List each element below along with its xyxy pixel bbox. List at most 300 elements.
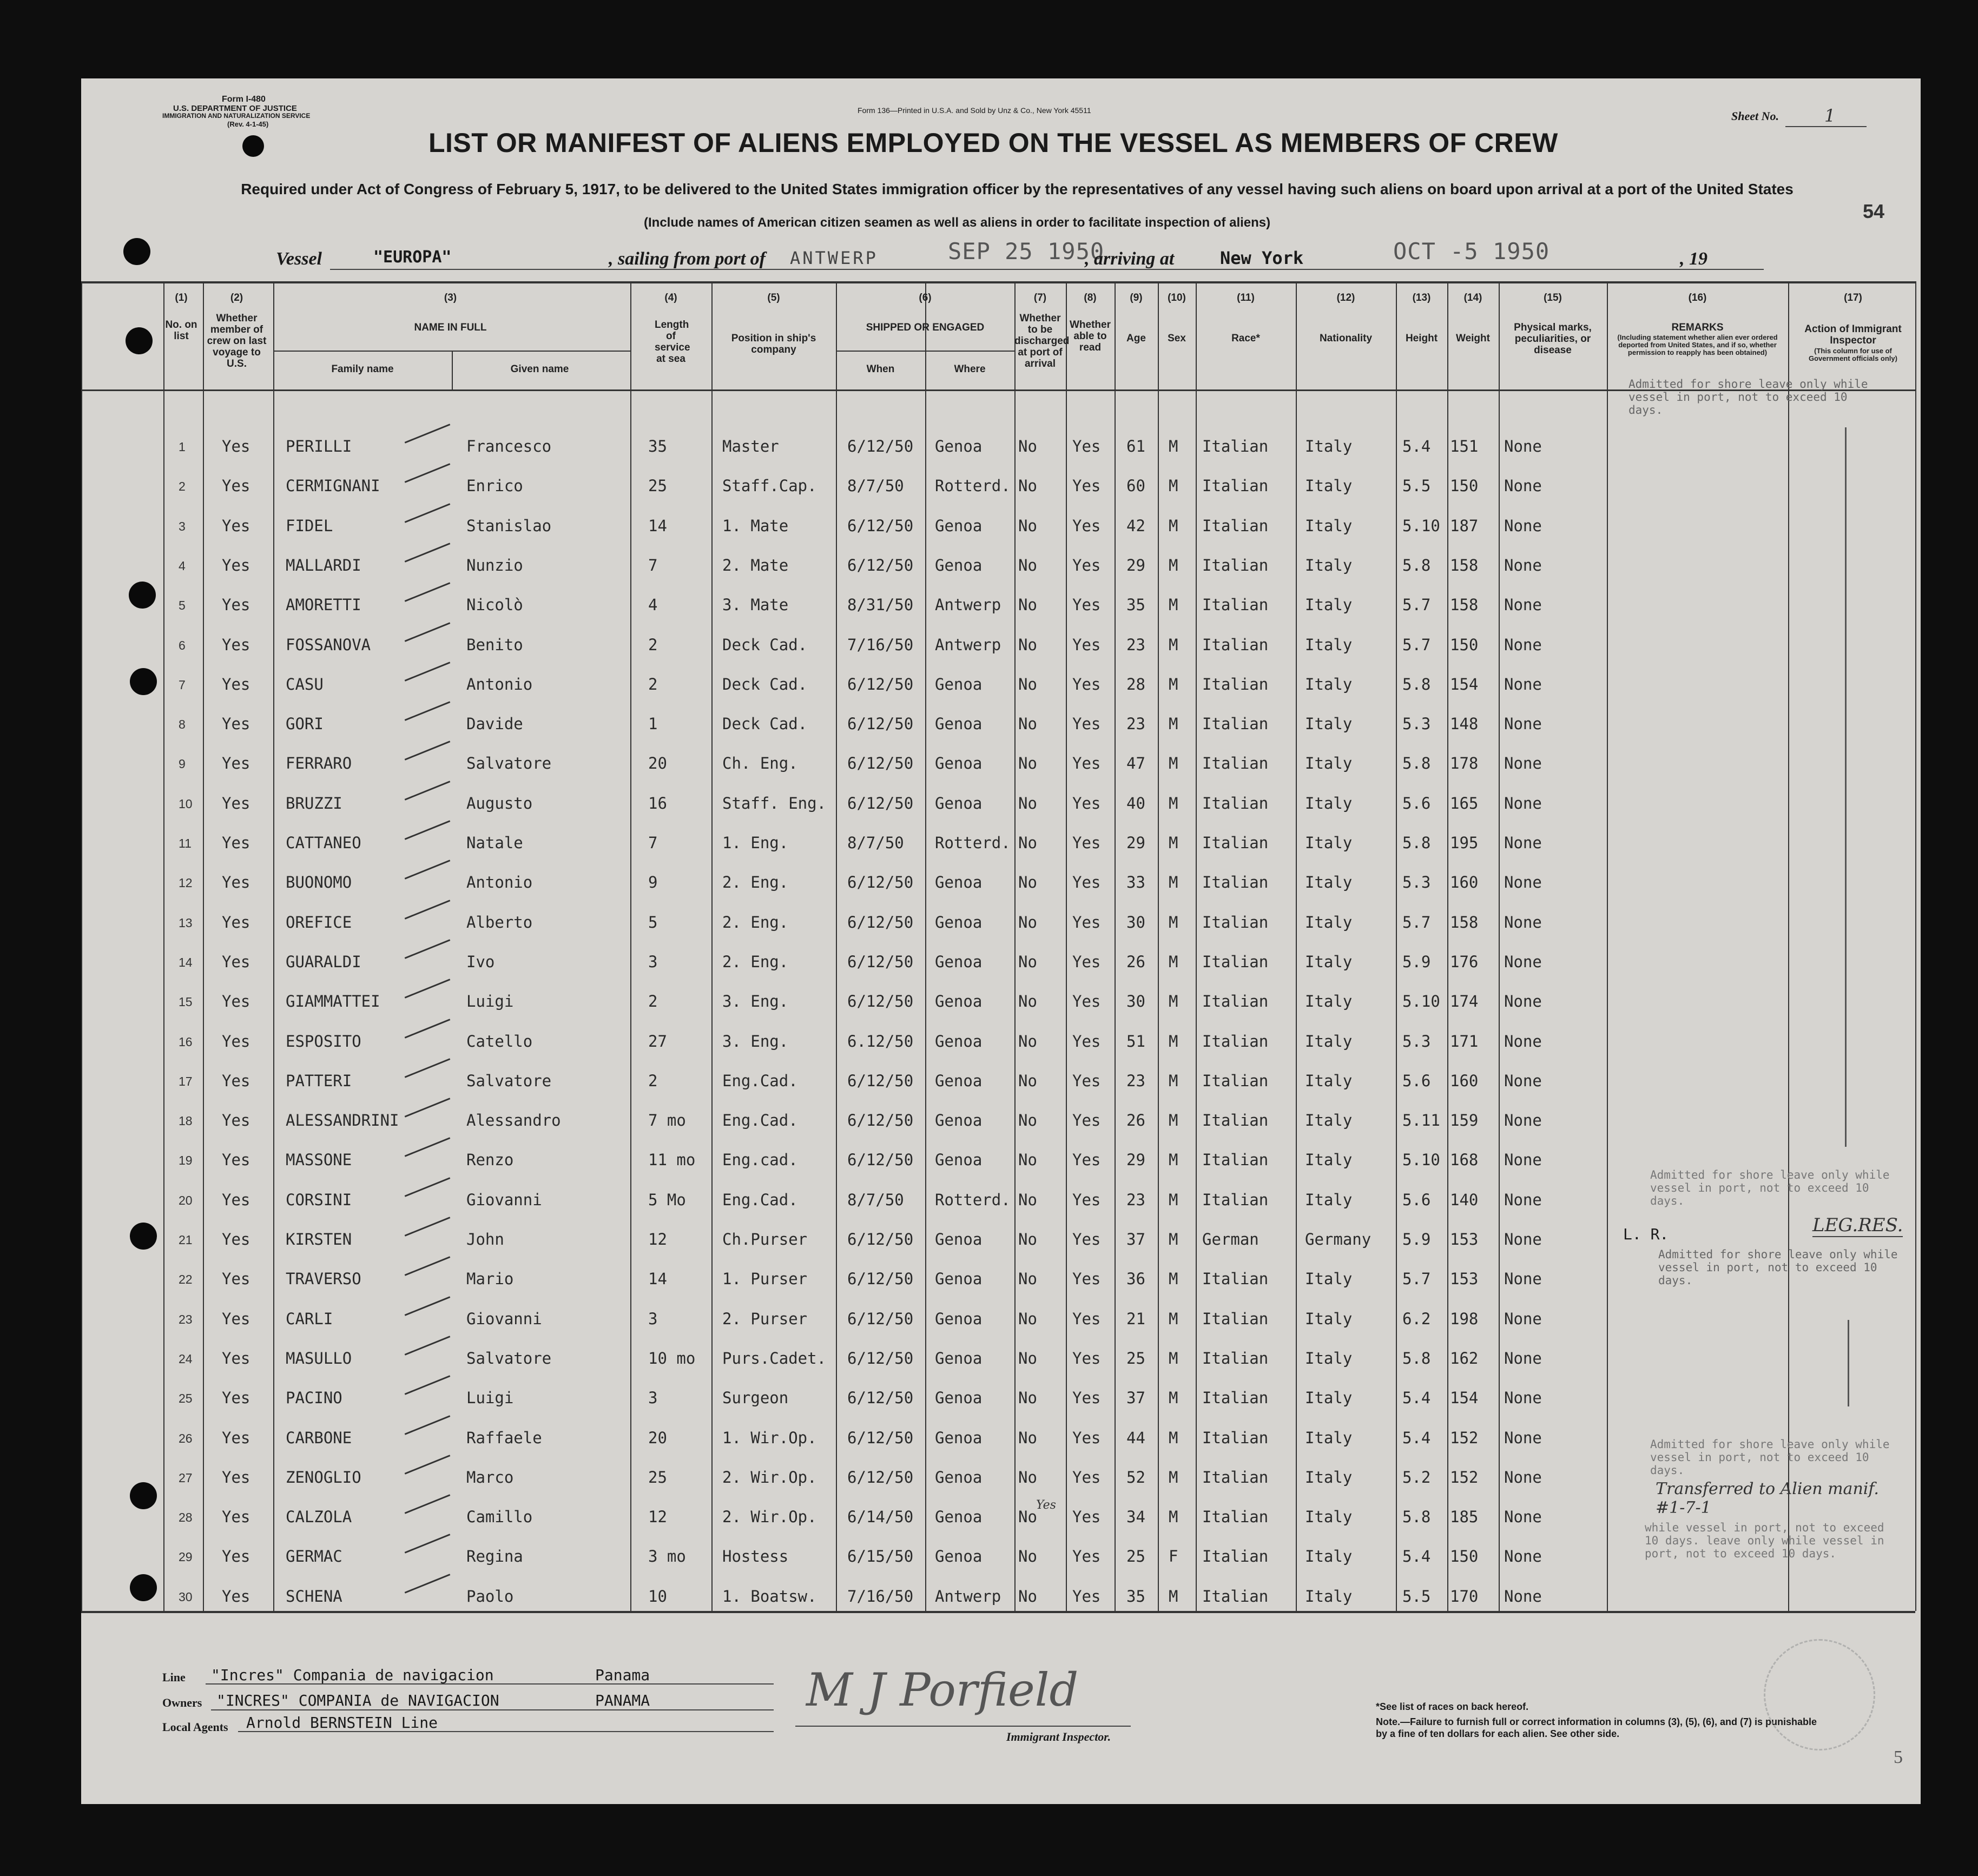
cell-read: Yes xyxy=(1072,1389,1101,1407)
cell-sex: M xyxy=(1169,873,1178,891)
col-14-num: (14) xyxy=(1463,292,1482,303)
cell-race: Italian xyxy=(1202,992,1269,1010)
column-rule xyxy=(273,281,274,1611)
cell-height: 5.2 xyxy=(1402,1468,1431,1487)
cell-weight: 165 xyxy=(1450,794,1479,813)
cell-position: Surgeon xyxy=(722,1389,789,1407)
cell-nat: Italy xyxy=(1305,754,1353,772)
cell-nat: Italy xyxy=(1305,596,1353,614)
cell-position: 2. Eng. xyxy=(722,953,789,971)
cell-service: 10 xyxy=(648,1587,667,1606)
cell-nat: Italy xyxy=(1305,1508,1353,1526)
cell-weight: 152 xyxy=(1450,1429,1479,1447)
cell-read: Yes xyxy=(1072,1468,1101,1487)
cell-given: Alessandro xyxy=(466,1111,561,1129)
cell-disch: No xyxy=(1018,636,1037,654)
cell-height: 5.6 xyxy=(1402,1191,1431,1209)
cell-nat: Italy xyxy=(1305,953,1353,971)
row-number: 16 xyxy=(179,1035,193,1049)
cell-position: 1. Eng. xyxy=(722,834,789,852)
row-number: 26 xyxy=(179,1431,193,1445)
form-subtitle: Required under Act of Congress of February 5, 1917, to be delivered to the United States immigration officer by the representatives of any vessel having such aliens on board upon arrival at a port of the United States xyxy=(241,181,1794,197)
cell-read: Yes xyxy=(1072,675,1101,693)
cell-race: Italian xyxy=(1202,1151,1269,1169)
cell-marks: None xyxy=(1504,477,1542,495)
cell-read: Yes xyxy=(1072,477,1101,495)
penalty-note: Note.—Failure to furnish full or correct information in columns (3), (5), (6), and (7) is punishable by a fine of ten dollars for each alien. See other side. xyxy=(1376,1716,1817,1739)
cell-disch: No xyxy=(1018,1191,1037,1209)
cell-position: Staff. Eng. xyxy=(722,794,827,813)
cell-disch: No xyxy=(1018,1111,1037,1129)
col-7-num: (7) xyxy=(1033,292,1047,303)
cell-position: Master xyxy=(722,437,779,455)
cell-service: 14 xyxy=(648,517,667,535)
sailing-label: , sailing from port of xyxy=(609,249,766,269)
column-rule xyxy=(1447,281,1448,1611)
remark-shore-leave-20: Admitted for shore leave only while vessel in port, not to exceed 10 days. xyxy=(1650,1168,1890,1207)
cell-service: 12 xyxy=(648,1508,667,1526)
cell-where: Genoa xyxy=(935,794,983,813)
cell-read: Yes xyxy=(1072,1349,1101,1368)
cell-weight: 158 xyxy=(1450,596,1479,614)
cell-age: 25 xyxy=(1126,1547,1145,1565)
remark-shore-leave-1: Admitted for shore leave only while vessel in port, not to exceed 10 days. xyxy=(1628,378,1868,417)
cell-where: Genoa xyxy=(935,517,983,535)
cell-age: 25 xyxy=(1126,1349,1145,1368)
cell-disch: No xyxy=(1018,517,1037,535)
row-number: 7 xyxy=(179,678,186,692)
column-rule xyxy=(1158,281,1159,1611)
cell-age: 23 xyxy=(1126,1072,1145,1090)
row-number: 8 xyxy=(179,717,186,731)
cell-height: 5.5 xyxy=(1402,1587,1431,1606)
cell-prev: Yes xyxy=(222,517,250,535)
inspector-label: Immigrant Inspector. xyxy=(1006,1730,1111,1743)
cell-family: CERMIGNANI xyxy=(286,477,380,495)
cell-race: Italian xyxy=(1202,1468,1269,1487)
cell-family: GIAMMATTEI xyxy=(286,992,380,1010)
cell-weight: 158 xyxy=(1450,556,1479,574)
line-value: "Incres" Compania de navigacion xyxy=(211,1666,494,1684)
cell-service: 1 xyxy=(648,715,658,733)
cell-height: 5.3 xyxy=(1402,873,1431,891)
cell-where: Genoa xyxy=(935,556,983,574)
cell-position: Deck Cad. xyxy=(722,715,808,733)
cell-where: Genoa xyxy=(935,1270,983,1288)
cell-family: PERILLI xyxy=(286,437,352,455)
cell-service: 12 xyxy=(648,1230,667,1249)
cell-age: 21 xyxy=(1126,1310,1145,1328)
owners-label: Owners xyxy=(162,1696,202,1709)
col-1-label: No. on list xyxy=(165,319,197,342)
cell-height: 5.3 xyxy=(1402,715,1431,733)
cell-read: Yes xyxy=(1072,834,1101,852)
cell-service: 25 xyxy=(648,1468,667,1487)
cell-sex: M xyxy=(1169,1111,1178,1129)
cell-age: 26 xyxy=(1126,1111,1145,1129)
cell-sex: M xyxy=(1169,1349,1178,1368)
cell-read: Yes xyxy=(1072,1032,1101,1051)
cell-given: Raffaele xyxy=(466,1429,542,1447)
cell-position: Eng.cad. xyxy=(722,1151,798,1169)
col-1-num: (1) xyxy=(175,292,188,303)
cell-disch: No xyxy=(1018,1270,1037,1288)
cell-given: Salvatore xyxy=(466,1349,552,1368)
col-10-label: Sex xyxy=(1168,333,1186,344)
cell-weight: 160 xyxy=(1450,1072,1479,1090)
cell-marks: None xyxy=(1504,1111,1542,1129)
row-number: 4 xyxy=(179,559,186,573)
cell-age: 30 xyxy=(1126,913,1145,932)
owners-rule xyxy=(211,1709,774,1710)
cell-where: Genoa xyxy=(935,1508,983,1526)
cell-family: ZENOGLIO xyxy=(286,1468,361,1487)
cell-nat: Italy xyxy=(1305,1468,1353,1487)
col-3-num: (3) xyxy=(444,292,457,303)
cell-sex: M xyxy=(1169,1151,1178,1169)
vessel-name: "EUROPA" xyxy=(373,248,452,267)
sail-date-stamp: SEP 25 1950 xyxy=(948,238,1105,265)
cell-family: CATTANEO xyxy=(286,834,361,852)
cell-service: 10 mo xyxy=(648,1349,696,1368)
remark-transferred: Transferred to Alien manif. #1-7-1 xyxy=(1656,1479,1879,1517)
cell-age: 47 xyxy=(1126,754,1145,772)
cell-age: 36 xyxy=(1126,1270,1145,1288)
cell-when: 6/14/50 xyxy=(847,1508,914,1526)
cell-family: PATTERI xyxy=(286,1072,352,1090)
cell-marks: None xyxy=(1504,556,1542,574)
year-label: , 19 xyxy=(1680,249,1707,269)
cell-given: Marco xyxy=(466,1468,514,1487)
cell-sex: M xyxy=(1169,953,1178,971)
cell-race: Italian xyxy=(1202,1111,1269,1129)
cell-race: Italian xyxy=(1202,556,1269,574)
action-note: (This column for use of Government officials only) xyxy=(1809,347,1897,362)
cell-where: Genoa xyxy=(935,873,983,891)
cell-when: 7/16/50 xyxy=(847,1587,914,1606)
cell-read: Yes xyxy=(1072,794,1101,813)
cell-when: 6/15/50 xyxy=(847,1547,914,1565)
row-number: 17 xyxy=(179,1074,193,1088)
cell-nat: Italy xyxy=(1305,1032,1353,1051)
cell-height: 5.4 xyxy=(1402,1429,1431,1447)
cell-marks: None xyxy=(1504,517,1542,535)
cell-read: Yes xyxy=(1072,517,1101,535)
cell-height: 5.7 xyxy=(1402,636,1431,654)
cell-family: CORSINI xyxy=(286,1191,352,1209)
column-rule xyxy=(203,281,204,1611)
cell-read: Yes xyxy=(1072,953,1101,971)
cell-where: Genoa xyxy=(935,1072,983,1090)
cell-weight: 148 xyxy=(1450,715,1479,733)
cell-when: 6/12/50 xyxy=(847,1349,914,1368)
cell-when: 6/12/50 xyxy=(847,1310,914,1328)
cell-height: 5.3 xyxy=(1402,1032,1431,1051)
cell-position: 1. Wir.Op. xyxy=(722,1429,817,1447)
cell-sex: M xyxy=(1169,437,1178,455)
arrive-date-stamp: OCT -5 1950 xyxy=(1393,238,1550,265)
cell-weight: 162 xyxy=(1450,1349,1479,1368)
cell-race: Italian xyxy=(1202,517,1269,535)
cell-where: Genoa xyxy=(935,1468,983,1487)
cell-sex: M xyxy=(1169,1310,1178,1328)
cell-prev: Yes xyxy=(222,596,250,614)
cell-given: Benito xyxy=(466,636,523,654)
cell-given: Nunzio xyxy=(466,556,523,574)
cell-when: 6/12/50 xyxy=(847,873,914,891)
line-rule xyxy=(206,1683,774,1685)
cell-nat: Italy xyxy=(1305,477,1353,495)
row-number: 14 xyxy=(179,955,193,969)
cell-sex: M xyxy=(1169,1468,1178,1487)
cell-where: Genoa xyxy=(935,913,983,932)
cell-service: 9 xyxy=(648,873,658,891)
cell-service: 2 xyxy=(648,1072,658,1090)
cell-given: Antonio xyxy=(466,873,533,891)
cell-when: 6/12/50 xyxy=(847,1230,914,1249)
cell-marks: None xyxy=(1504,953,1542,971)
row-number: 15 xyxy=(179,995,193,1009)
cell-marks: None xyxy=(1504,1270,1542,1288)
cell-read: Yes xyxy=(1072,1151,1101,1169)
cell-age: 29 xyxy=(1126,1151,1145,1169)
cell-disch: No xyxy=(1018,873,1037,891)
cell-read: Yes xyxy=(1072,1230,1101,1249)
cell-age: 44 xyxy=(1126,1429,1145,1447)
cell-prev: Yes xyxy=(222,1389,250,1407)
cell-prev: Yes xyxy=(222,1151,250,1169)
cell-age: 37 xyxy=(1126,1389,1145,1407)
cell-disch: No xyxy=(1018,1389,1037,1407)
cell-family: FIDEL xyxy=(286,517,333,535)
cell-disch: No xyxy=(1018,1349,1037,1368)
cell-given: Salvatore xyxy=(466,754,552,772)
column-rule xyxy=(630,281,631,1611)
when-header: When xyxy=(866,364,895,375)
cell-position: 2. Eng. xyxy=(722,913,789,932)
col-12-label: Nationality xyxy=(1319,333,1373,344)
cell-marks: None xyxy=(1504,913,1542,932)
column-rule xyxy=(81,281,82,1611)
cell-age: 23 xyxy=(1126,636,1145,654)
row-number: 28 xyxy=(179,1510,193,1524)
cell-where: Rotterd. xyxy=(935,1191,1011,1209)
cell-age: 35 xyxy=(1126,1587,1145,1606)
cell-read: Yes xyxy=(1072,1111,1101,1129)
cell-where: Genoa xyxy=(935,754,983,772)
cell-height: 5.8 xyxy=(1402,675,1431,693)
cell-race: Italian xyxy=(1202,913,1269,932)
cell-read: Yes xyxy=(1072,873,1101,891)
cell-given: Salvatore xyxy=(466,1072,552,1090)
cell-race: Italian xyxy=(1202,1429,1269,1447)
cell-given: John xyxy=(466,1230,504,1249)
cell-when: 6/12/50 xyxy=(847,913,914,932)
cell-marks: None xyxy=(1504,873,1542,891)
cell-disch: No xyxy=(1018,715,1037,733)
remark-shore-leave-29: while vessel in port, not to exceed 10 days. leave only while vessel in port, not to exceed 10 days. xyxy=(1645,1521,1884,1560)
cell-position: Ch. Eng. xyxy=(722,754,798,772)
cell-height: 5.4 xyxy=(1402,437,1431,455)
cell-given: Alberto xyxy=(466,913,533,932)
cell-given: Catello xyxy=(466,1032,533,1051)
cell-position: Purs.Cadet. xyxy=(722,1349,827,1368)
line-label: Line xyxy=(162,1670,186,1684)
corner-mark: 5 xyxy=(1894,1747,1903,1767)
cell-prev: Yes xyxy=(222,1032,250,1051)
owners-country: PANAMA xyxy=(595,1692,650,1709)
cell-disch: No xyxy=(1018,556,1037,574)
cell-when: 6/12/50 xyxy=(847,1270,914,1288)
cell-disch: No xyxy=(1018,1151,1037,1169)
family-name-header: Family name xyxy=(331,364,394,375)
cell-sex: M xyxy=(1169,1429,1178,1447)
cell-position: 2. Eng. xyxy=(722,873,789,891)
cell-where: Genoa xyxy=(935,953,983,971)
cell-position: Eng.Cad. xyxy=(722,1191,798,1209)
cell-service: 2 xyxy=(648,992,658,1010)
cell-given: Natale xyxy=(466,834,523,852)
col-8-num: (8) xyxy=(1084,292,1097,303)
cell-family: CASU xyxy=(286,675,324,693)
cell-when: 6.12/50 xyxy=(847,1032,914,1051)
cell-where: Genoa xyxy=(935,1547,983,1565)
cell-disch: No xyxy=(1018,794,1037,813)
column-rule xyxy=(711,281,713,1611)
col-8-label: Whether able to read xyxy=(1070,319,1111,353)
cell-family: KIRSTEN xyxy=(286,1230,352,1249)
cell-where: Genoa xyxy=(935,1151,983,1169)
col-6-num: (6) xyxy=(919,292,932,303)
column-rule xyxy=(1499,281,1500,1611)
cell-age: 51 xyxy=(1126,1032,1145,1051)
cell-weight: 150 xyxy=(1450,477,1479,495)
cell-disch: No xyxy=(1018,754,1037,772)
cell-family: CARLI xyxy=(286,1310,333,1328)
cell-given: Renzo xyxy=(466,1151,514,1169)
cell-family: ALESSANDRINI xyxy=(286,1111,399,1129)
cell-height: 5.10 xyxy=(1402,992,1440,1010)
cell-disch: No xyxy=(1018,1547,1037,1565)
col-17-label: Action of Immigrant Inspector xyxy=(1804,323,1902,346)
cell-read: Yes xyxy=(1072,1587,1101,1606)
cell-nat: Italy xyxy=(1305,556,1353,574)
cell-height: 5.8 xyxy=(1402,1349,1431,1368)
cell-weight: 160 xyxy=(1450,873,1479,891)
cell-height: 5.4 xyxy=(1402,1389,1431,1407)
cell-given: Ivo xyxy=(466,953,495,971)
cell-where: Genoa xyxy=(935,1429,983,1447)
cell-marks: None xyxy=(1504,754,1542,772)
cell-service: 20 xyxy=(648,1429,667,1447)
cell-position: Staff.Cap. xyxy=(722,477,817,495)
cell-service: 3 xyxy=(648,1310,658,1328)
cell-family: OREFICE xyxy=(286,913,352,932)
row-number: 23 xyxy=(179,1312,193,1326)
cell-prev: Yes xyxy=(222,1072,250,1090)
cell-race: Italian xyxy=(1202,675,1269,693)
cell-where: Genoa xyxy=(935,992,983,1010)
cell-age: 52 xyxy=(1126,1468,1145,1487)
cell-read: Yes xyxy=(1072,1310,1101,1328)
cell-race: Italian xyxy=(1202,834,1269,852)
row-number: 9 xyxy=(179,757,186,771)
col-7-label: Whether to be discharged at port of arrival xyxy=(1014,313,1070,369)
cell-age: 42 xyxy=(1126,517,1145,535)
cell-position: 2. Wir.Op. xyxy=(722,1508,817,1526)
column-rule xyxy=(1196,281,1197,1611)
cell-nat: Italy xyxy=(1305,1547,1353,1565)
cell-where: Genoa xyxy=(935,1389,983,1407)
cell-race: Italian xyxy=(1202,1270,1269,1288)
cell-age: 35 xyxy=(1126,596,1145,614)
cell-height: 5.11 xyxy=(1402,1111,1440,1129)
cell-race: Italian xyxy=(1202,953,1269,971)
given-name-header: Given name xyxy=(510,364,569,375)
cell-race: Italian xyxy=(1202,636,1269,654)
cell-where: Genoa xyxy=(935,1111,983,1129)
cell-service: 2 xyxy=(648,675,658,693)
column-rule xyxy=(1915,281,1916,1611)
cell-nat: Italy xyxy=(1305,1587,1353,1606)
cell-disch: No xyxy=(1018,1072,1037,1090)
sheet-number-underline xyxy=(1785,126,1867,127)
row-number: 11 xyxy=(179,836,192,850)
cell-marks: None xyxy=(1504,1508,1542,1526)
cell-when: 6/12/50 xyxy=(847,794,914,813)
action-bracket-line-2 xyxy=(1848,1320,1849,1406)
cell-given: Regina xyxy=(466,1547,523,1565)
cell-height: 5.7 xyxy=(1402,1270,1431,1288)
cell-family: ESPOSITO xyxy=(286,1032,361,1051)
cell-family: SCHENA xyxy=(286,1587,342,1606)
cell-sex: F xyxy=(1169,1547,1178,1565)
cell-marks: None xyxy=(1504,1191,1542,1209)
cell-disch: No xyxy=(1018,1587,1037,1606)
col-2-label: Whether member of crew on last voyage to U.S. xyxy=(207,313,267,369)
cell-service: 35 xyxy=(648,437,667,455)
arrival-port: New York xyxy=(1220,248,1304,268)
cell-age: 40 xyxy=(1126,794,1145,813)
cell-given: Luigi xyxy=(466,1389,514,1407)
inspector-signature: M J Porfield xyxy=(806,1663,1079,1716)
cell-sex: M xyxy=(1169,794,1178,813)
cell-weight: 168 xyxy=(1450,1151,1479,1169)
cell-family: MALLARDI xyxy=(286,556,361,574)
row-number: 30 xyxy=(179,1590,193,1604)
sailing-port: ANTWERP xyxy=(790,248,878,268)
cell-nat: Italy xyxy=(1305,1310,1353,1328)
cell-position: 1. Boatsw. xyxy=(722,1587,817,1606)
cell-prev: Yes xyxy=(222,1587,250,1606)
cell-read: Yes xyxy=(1072,992,1101,1010)
cell-read: Yes xyxy=(1072,596,1101,614)
cell-where: Rotterd. xyxy=(935,477,1011,495)
row-number: 10 xyxy=(179,797,193,811)
cell-prev: Yes xyxy=(222,873,250,891)
remarks-note: (Including statement whether alien ever ordered deported from United States, and if so, whether permission to reapply has been obtained) xyxy=(1617,333,1778,356)
col-5-num: (5) xyxy=(767,292,780,303)
cell-disch: No xyxy=(1018,675,1037,693)
cell-height: 5.9 xyxy=(1402,1230,1431,1249)
action-bracket-line xyxy=(1845,427,1847,1147)
cell-sex: M xyxy=(1169,675,1178,693)
cell-height: 5.7 xyxy=(1402,913,1431,932)
department-name: U.S. DEPARTMENT OF JUSTICE xyxy=(173,104,297,113)
cell-weight: 152 xyxy=(1450,1468,1479,1487)
cell-when: 6/12/50 xyxy=(847,1468,914,1487)
cell-nat: Italy xyxy=(1305,1429,1353,1447)
